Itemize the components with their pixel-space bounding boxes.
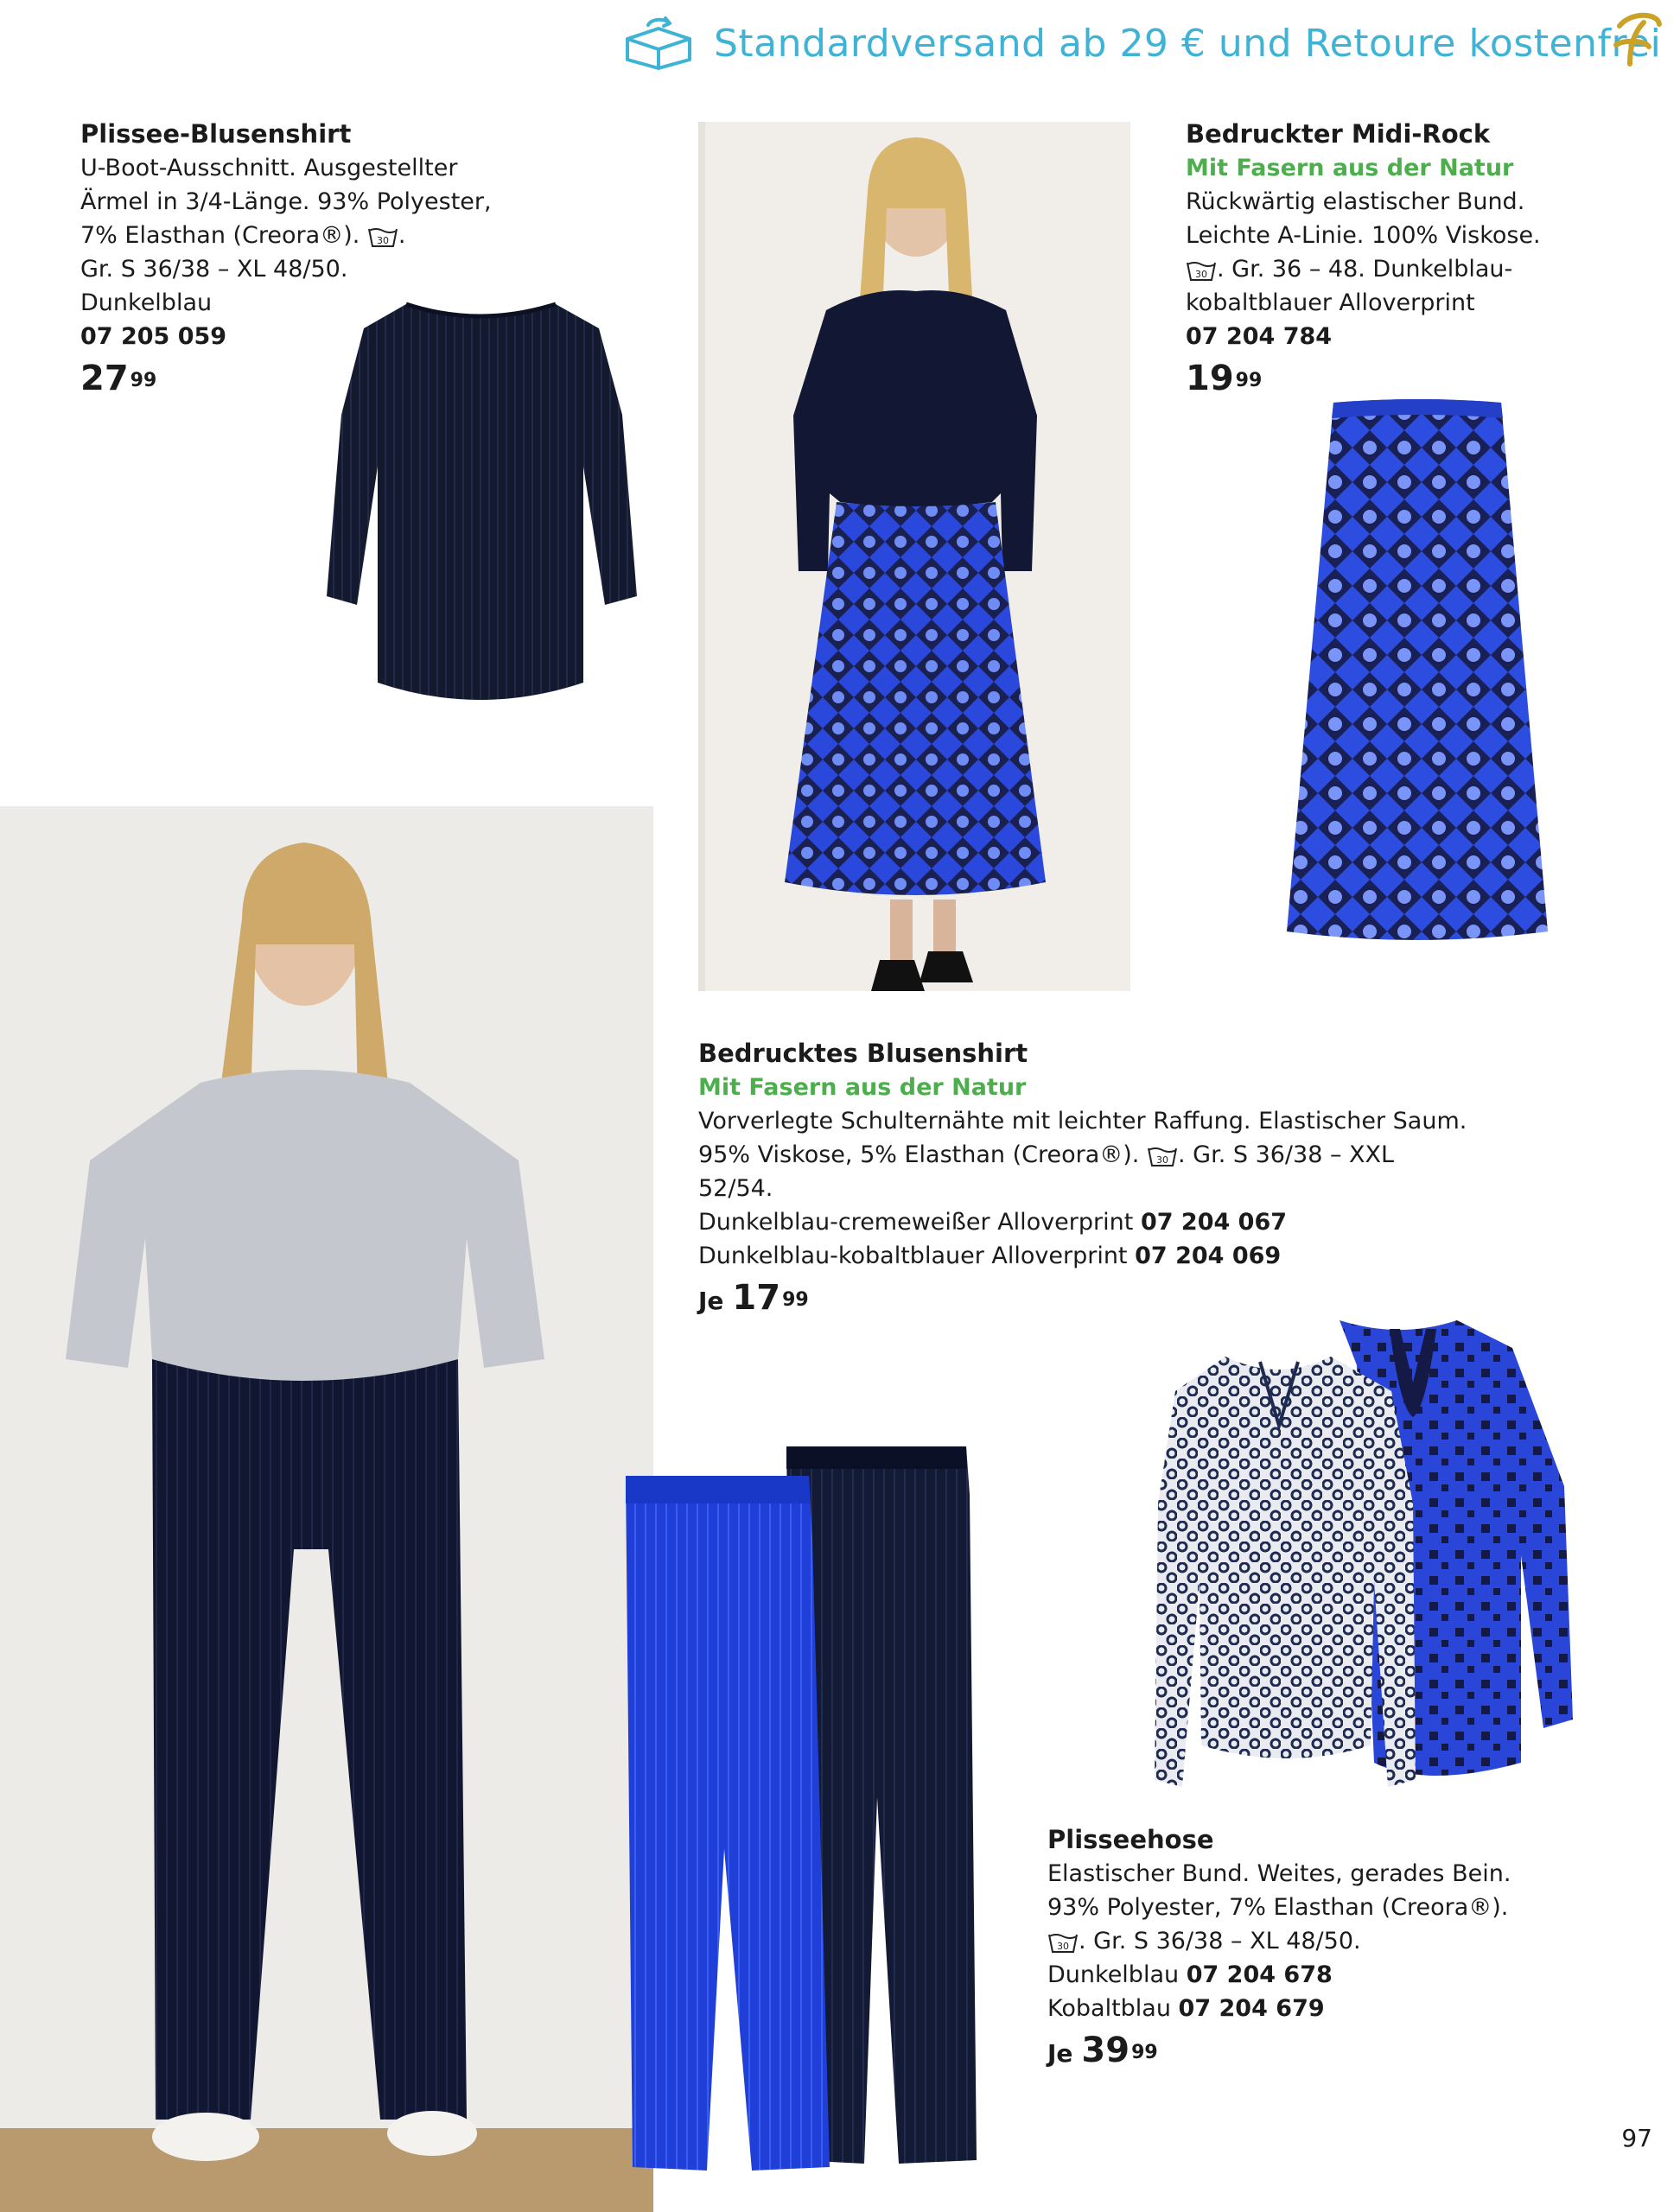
- product-title: Bedrucktes Blusenshirt: [698, 1039, 1028, 1068]
- svg-text:30: 30: [1057, 1940, 1069, 1952]
- product-variant: Dunkelblau-cremeweißer Alloverprint 07 204 067: [698, 1209, 1288, 1236]
- product-desc-line: U-Boot-Ausschnitt. Ausgestellter: [80, 155, 458, 181]
- bedrucktes-blusenshirt-photo: [1115, 1313, 1581, 1797]
- product-bedrucktes-blusenshirt: [698, 1037, 1476, 1318]
- product-desc-line: Rückwärtig elastischer Bund.: [1186, 188, 1525, 215]
- wash-30-icon: [1186, 259, 1217, 282]
- shipping-banner-text: Standardversand ab 29 € und Retoure kostenfrei: [714, 21, 1662, 66]
- plissee-blusenshirt-photo: [324, 294, 640, 717]
- product-variant: Dunkelblau 07 204 678: [1047, 1961, 1333, 1988]
- product-midi-rock: [1186, 118, 1566, 396]
- product-color: Dunkelblau: [80, 289, 213, 316]
- product-desc-line: Ärmel in 3/4-Länge. 93% Polyester,: [80, 188, 492, 215]
- product-desc-line: 93% Polyester, 7% Elasthan (Creora®).: [1047, 1894, 1509, 1921]
- product-title: Bedruckter Midi-Rock: [1186, 119, 1491, 149]
- product-variant: Dunkelblau-kobaltblauer Alloverprint 07 204 069: [698, 1243, 1282, 1269]
- parcel-return-icon: [622, 16, 695, 70]
- page-number: 97: [1621, 2124, 1652, 2152]
- model-photo-plisseehose: [0, 806, 653, 2212]
- product-material: 7% Elasthan (Creora®).: [80, 222, 360, 249]
- product-price: $19^{99}$: [1186, 359, 1263, 398]
- product-desc-line: Vorverlegte Schulternähte mit leichter Raffung. Elastischer Saum.: [698, 1108, 1467, 1135]
- product-number: 07 204 784: [1186, 323, 1333, 350]
- product-desc-line: kobaltblauer Alloverprint: [1186, 289, 1475, 316]
- plisseehose-photo: [614, 1434, 994, 2177]
- svg-text:30: 30: [1195, 268, 1207, 280]
- svg-text:30: 30: [376, 234, 389, 246]
- product-number: 07 205 059: [80, 323, 227, 350]
- product-title: Plisseehose: [1047, 1825, 1214, 1854]
- midi-rock-photo: [1283, 396, 1551, 940]
- product-desc-line: 7% Elasthan (Creora®). 30 .: [80, 222, 406, 249]
- product-desc-line: Elastischer Bund. Weites, gerades Bein.: [1047, 1860, 1511, 1887]
- wash-30-icon: [367, 226, 398, 248]
- product-sizes: Gr. S 36/38 – XL 48/50.: [80, 256, 348, 283]
- model-photo-midi-rock: [698, 122, 1130, 991]
- shipping-banner: [622, 16, 1661, 71]
- wash-30-icon: [1047, 1931, 1079, 1954]
- svg-text:30: 30: [1155, 1154, 1168, 1166]
- product-desc-line: Leichte A-Linie. 100% Viskose.: [1186, 222, 1541, 249]
- wash-30-icon: [1147, 1145, 1178, 1167]
- product-desc-line: 30 . Gr. S 36/38 – XL 48/50.: [1047, 1924, 1600, 1958]
- eco-label: Mit Fasern aus der Natur: [698, 1074, 1027, 1101]
- product-price: $27^{99}$: [80, 359, 157, 398]
- product-desc-line: 30 . Gr. 36 – 48. Dunkelblau-: [1186, 252, 1566, 286]
- product-title: Plissee-Blusenshirt: [80, 119, 352, 149]
- product-price: Je $39^{99}$: [1047, 2031, 1158, 2070]
- product-price: Je $17^{99}$: [698, 1278, 809, 1318]
- tchibo-logo-icon: [1604, 7, 1666, 69]
- eco-label: Mit Fasern aus der Natur: [1186, 155, 1514, 181]
- product-desc-line: 95% Viskose, 5% Elasthan (Creora®). 30 . Gr. S 36/38 – XXL 52/54.: [698, 1141, 1395, 1202]
- product-variant: Kobaltblau 07 204 679: [1047, 1995, 1325, 2022]
- product-plisseehose: [1047, 1823, 1600, 2070]
